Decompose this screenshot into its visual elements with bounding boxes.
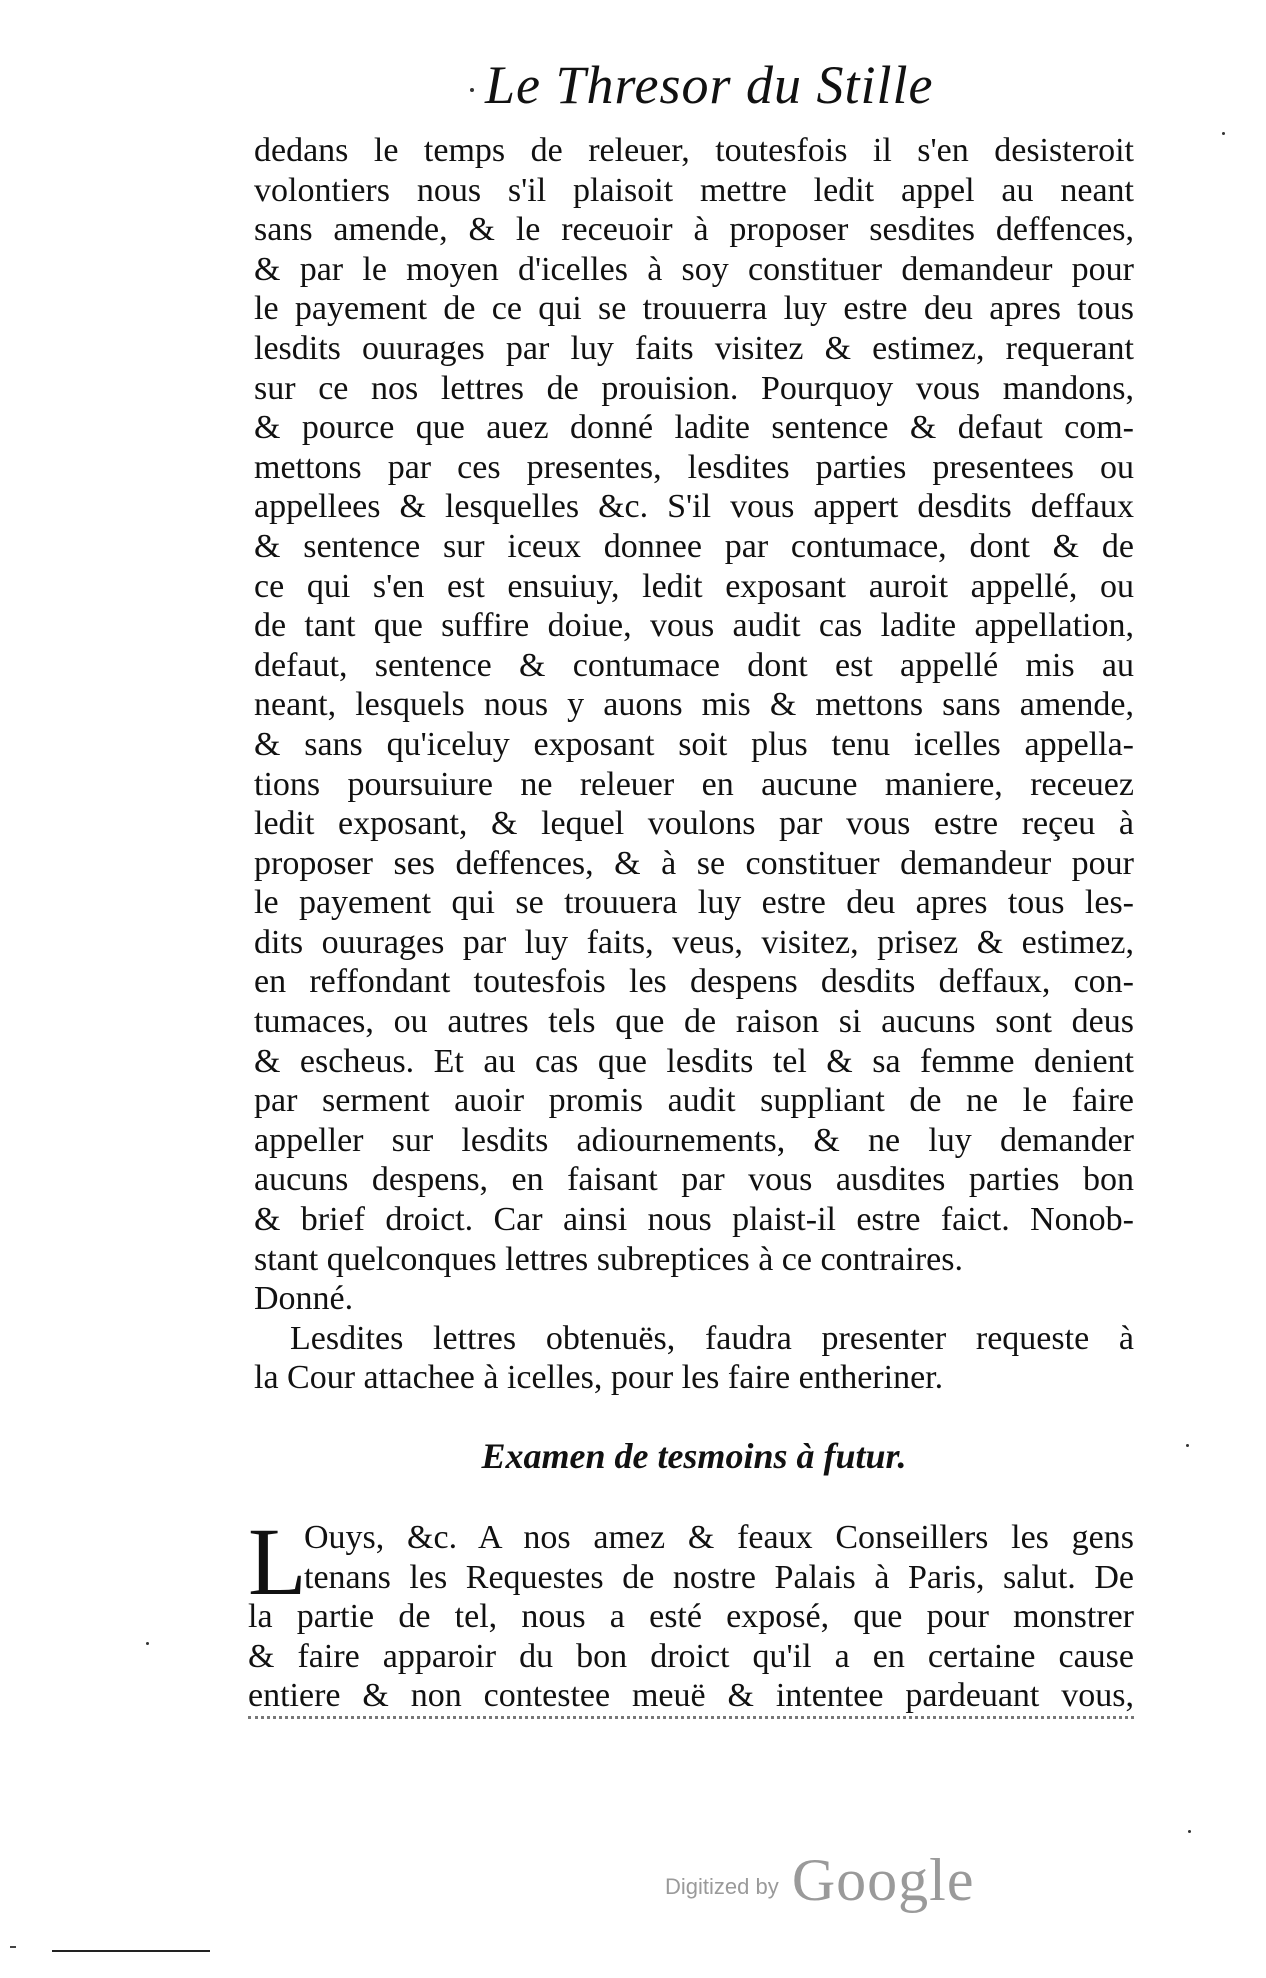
scan-speck <box>146 1642 149 1645</box>
body-line: & escheus. Et au cas que lesdits tel & sa femme denient <box>254 1042 1134 1080</box>
body-line: & pource que auez donné ladite sentence & defaut com- <box>254 409 1134 447</box>
running-head: Le Thresor du Stille <box>485 55 934 115</box>
body-line: & sentence sur iceux donnee par contumace, dont & de <box>254 527 1134 565</box>
scan-speck <box>1188 1830 1191 1833</box>
body-line: en reffondant toutesfois les despens desdits deffaux, con- <box>254 963 1134 1001</box>
body-line: Donné. <box>254 1280 354 1318</box>
drop-cap: L <box>248 1508 307 1615</box>
body-line: ledit exposant, & lequel voulons par vous estre reçeu à <box>254 805 1134 843</box>
scan-speck <box>470 88 474 92</box>
body-line: sur ce nos lettres de prouision. Pourquoy vous mandons, <box>254 369 1134 407</box>
body-line: tumaces, ou autres tels que de raison si aucuns sont deus <box>254 1003 1134 1041</box>
body-line: neant, lesquels nous y auons mis & mettons sans amende, <box>254 686 1134 724</box>
body-line: & par le moyen d'icelles à soy constituer demandeur pour <box>254 250 1134 288</box>
body-line: ce qui s'en est ensuiuy, ledit exposant auroit appellé, ou <box>254 567 1134 605</box>
body-line: tions poursuiure ne releuer en aucune maniere, receuez <box>254 765 1134 803</box>
letter-line: tenans les Requestes de nostre Palais à Paris, salut. De <box>304 1558 1134 1596</box>
letter-line: entiere & non contestee meuë & intentee pardeuant vous, <box>248 1677 1134 1715</box>
body-line: le payement de ce qui se trouuerra luy estre deu apres tous <box>254 290 1134 328</box>
scan-edge-rule <box>52 1950 210 1952</box>
body-line: de tant que suffire doiue, vous audit cas ladite appellation, <box>254 607 1134 645</box>
body-text <box>254 131 1134 1398</box>
body-line: defaut, sentence & contumace dont est appellé mis au <box>254 646 1134 684</box>
letter-line: Ouys, &c. A nos amez & feaux Conseillers les gens <box>304 1519 1134 1556</box>
body-line: stant quelconques lettres subreptices à ce contraires. <box>254 1240 964 1278</box>
body-line: & sans qu'iceluy exposant soit plus tenu icelles appella- <box>254 725 1134 763</box>
body-line: mettons par ces presentes, lesdites parties presentees ou <box>254 448 1134 486</box>
letter-line: la partie de tel, nous a esté exposé, que pour monstrer <box>248 1598 1134 1636</box>
body-line: dits ouurages par luy faits, veus, visitez, prisez & estimez, <box>254 923 1134 961</box>
watermark-brand: Google <box>791 1847 975 1913</box>
scan-speck <box>1186 1444 1189 1447</box>
body-line: appeller sur lesdits adiournements, & ne luy demander <box>254 1121 1134 1159</box>
body-line: aucuns despens, en faisant par vous ausdites parties bon <box>254 1161 1134 1199</box>
body-line: Lesdites lettres obtenuës, faudra presenter requeste à <box>290 1319 1134 1357</box>
digitization-watermark <box>665 1846 974 1915</box>
watermark-prefix: Digitized by <box>665 1874 779 1899</box>
scan-speck <box>1222 132 1225 135</box>
body-line: le payement qui se trouuera luy estre deu apres tous les- <box>254 884 1134 922</box>
body-line: par serment auoir promis audit suppliant de ne le faire <box>254 1082 1134 1120</box>
page-cutoff-edge <box>248 1716 1134 1729</box>
letter-line: & faire apparoir du bon droict qu'il a en certaine cause <box>248 1637 1134 1675</box>
body-line: proposer ses deffences, & à se constituer demandeur pour <box>254 844 1134 882</box>
body-line: dedans le temps de releuer, toutesfois il s'en desisteroit <box>254 132 1134 169</box>
body-line: volontiers nous s'il plaisoit mettre ledit appel au neant <box>254 171 1134 209</box>
body-line: la Cour attachee à icelles, pour les faire entheriner. <box>254 1359 944 1397</box>
body-line: lesdits ouurages par luy faits visitez & estimez, requerant <box>254 329 1134 367</box>
body-line: sans amende, & le receuoir à proposer sesdites deffences, <box>254 211 1134 249</box>
section-heading: Examen de tesmoins à futur. <box>481 1436 907 1476</box>
scan-edge-mark <box>10 1946 16 1948</box>
body-line: & brief droict. Car ainsi nous plaist-il estre faict. Nonob- <box>254 1201 1134 1239</box>
body-line: appellees & lesquelles &c. S'il vous appert desdits deffaux <box>254 488 1134 526</box>
